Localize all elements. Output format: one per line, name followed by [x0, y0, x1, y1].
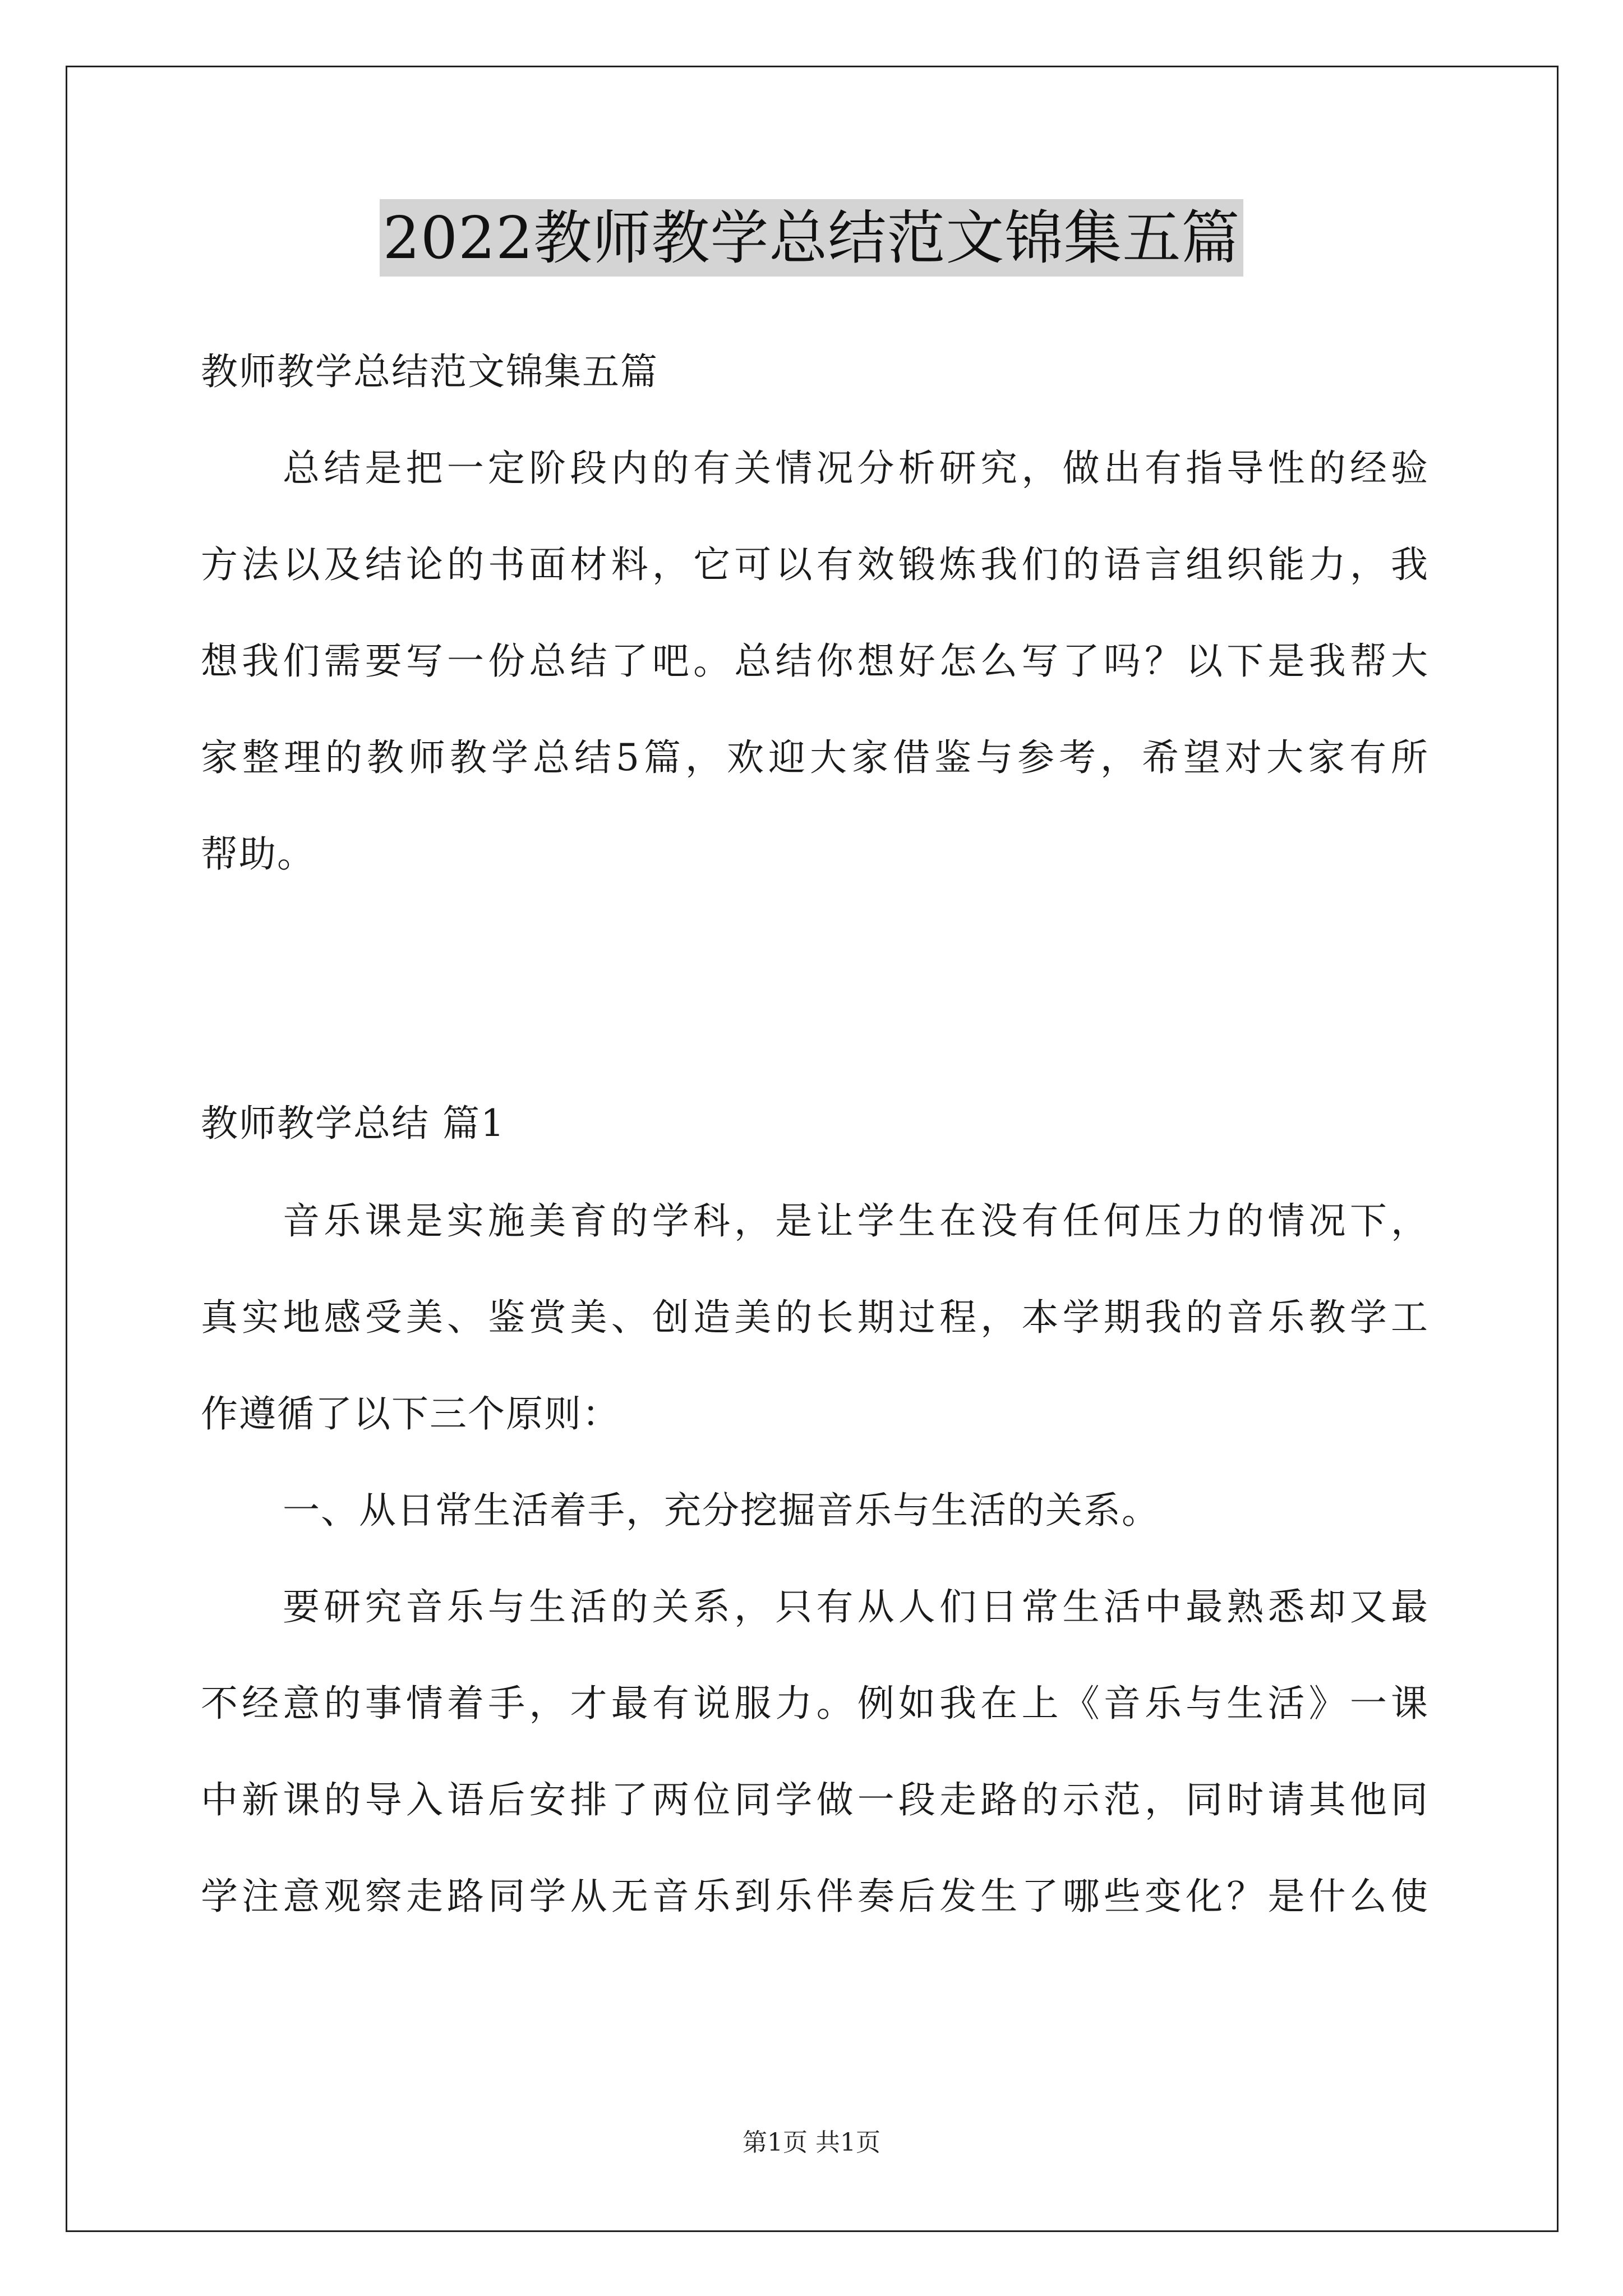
- intro-line: 想我们需要写一份总结了吧。总结你想好怎么写了吗？以下是我帮大: [201, 639, 1429, 683]
- paragraph-line: 音乐课是实施美育的学科，是让学生在没有任何压力的情况下，: [283, 1199, 1429, 1243]
- title-container: [0, 199, 1623, 277]
- paragraph-line: 不经意的事情着手，才最有说服力。例如我在上《音乐与生活》一课: [201, 1682, 1429, 1725]
- document-subtitle: 教师教学总结范文锦集五篇: [201, 350, 658, 393]
- paragraph-line: 中新课的导入语后安排了两位同学做一段走路的示范，同时请其他同: [201, 1778, 1429, 1821]
- paragraph-line: 要研究音乐与生活的关系，只有从人们日常生活中最熟悉却又最: [283, 1585, 1429, 1628]
- intro-line: 总结是把一定阶段内的有关情况分析研究，做出有指导性的经验: [283, 447, 1429, 490]
- point-heading: 一、从日常生活着手，充分挖掘音乐与生活的关系。: [283, 1489, 1160, 1532]
- intro-line: 帮助。: [201, 832, 315, 876]
- paragraph-line: 真实地感受美、鉴赏美、创造美的长期过程，本学期我的音乐教学工: [201, 1296, 1429, 1339]
- page-footer: 第1页 共1页: [743, 2128, 880, 2157]
- intro-line: 家整理的教师教学总结5篇，欢迎大家借鉴与参考，希望对大家有所: [201, 736, 1429, 779]
- section-heading: 教师教学总结 篇1: [201, 1102, 505, 1145]
- paragraph-line: 作遵循了以下三个原则：: [201, 1392, 620, 1435]
- document-title: 2022教师教学总结范文锦集五篇: [380, 199, 1244, 277]
- intro-line: 方法以及结论的书面材料，它可以有效锻炼我们的语言组织能力，我: [201, 543, 1429, 586]
- paragraph-line: 学注意观察走路同学从无音乐到乐伴奏后发生了哪些变化？是什么使: [201, 1875, 1429, 1918]
